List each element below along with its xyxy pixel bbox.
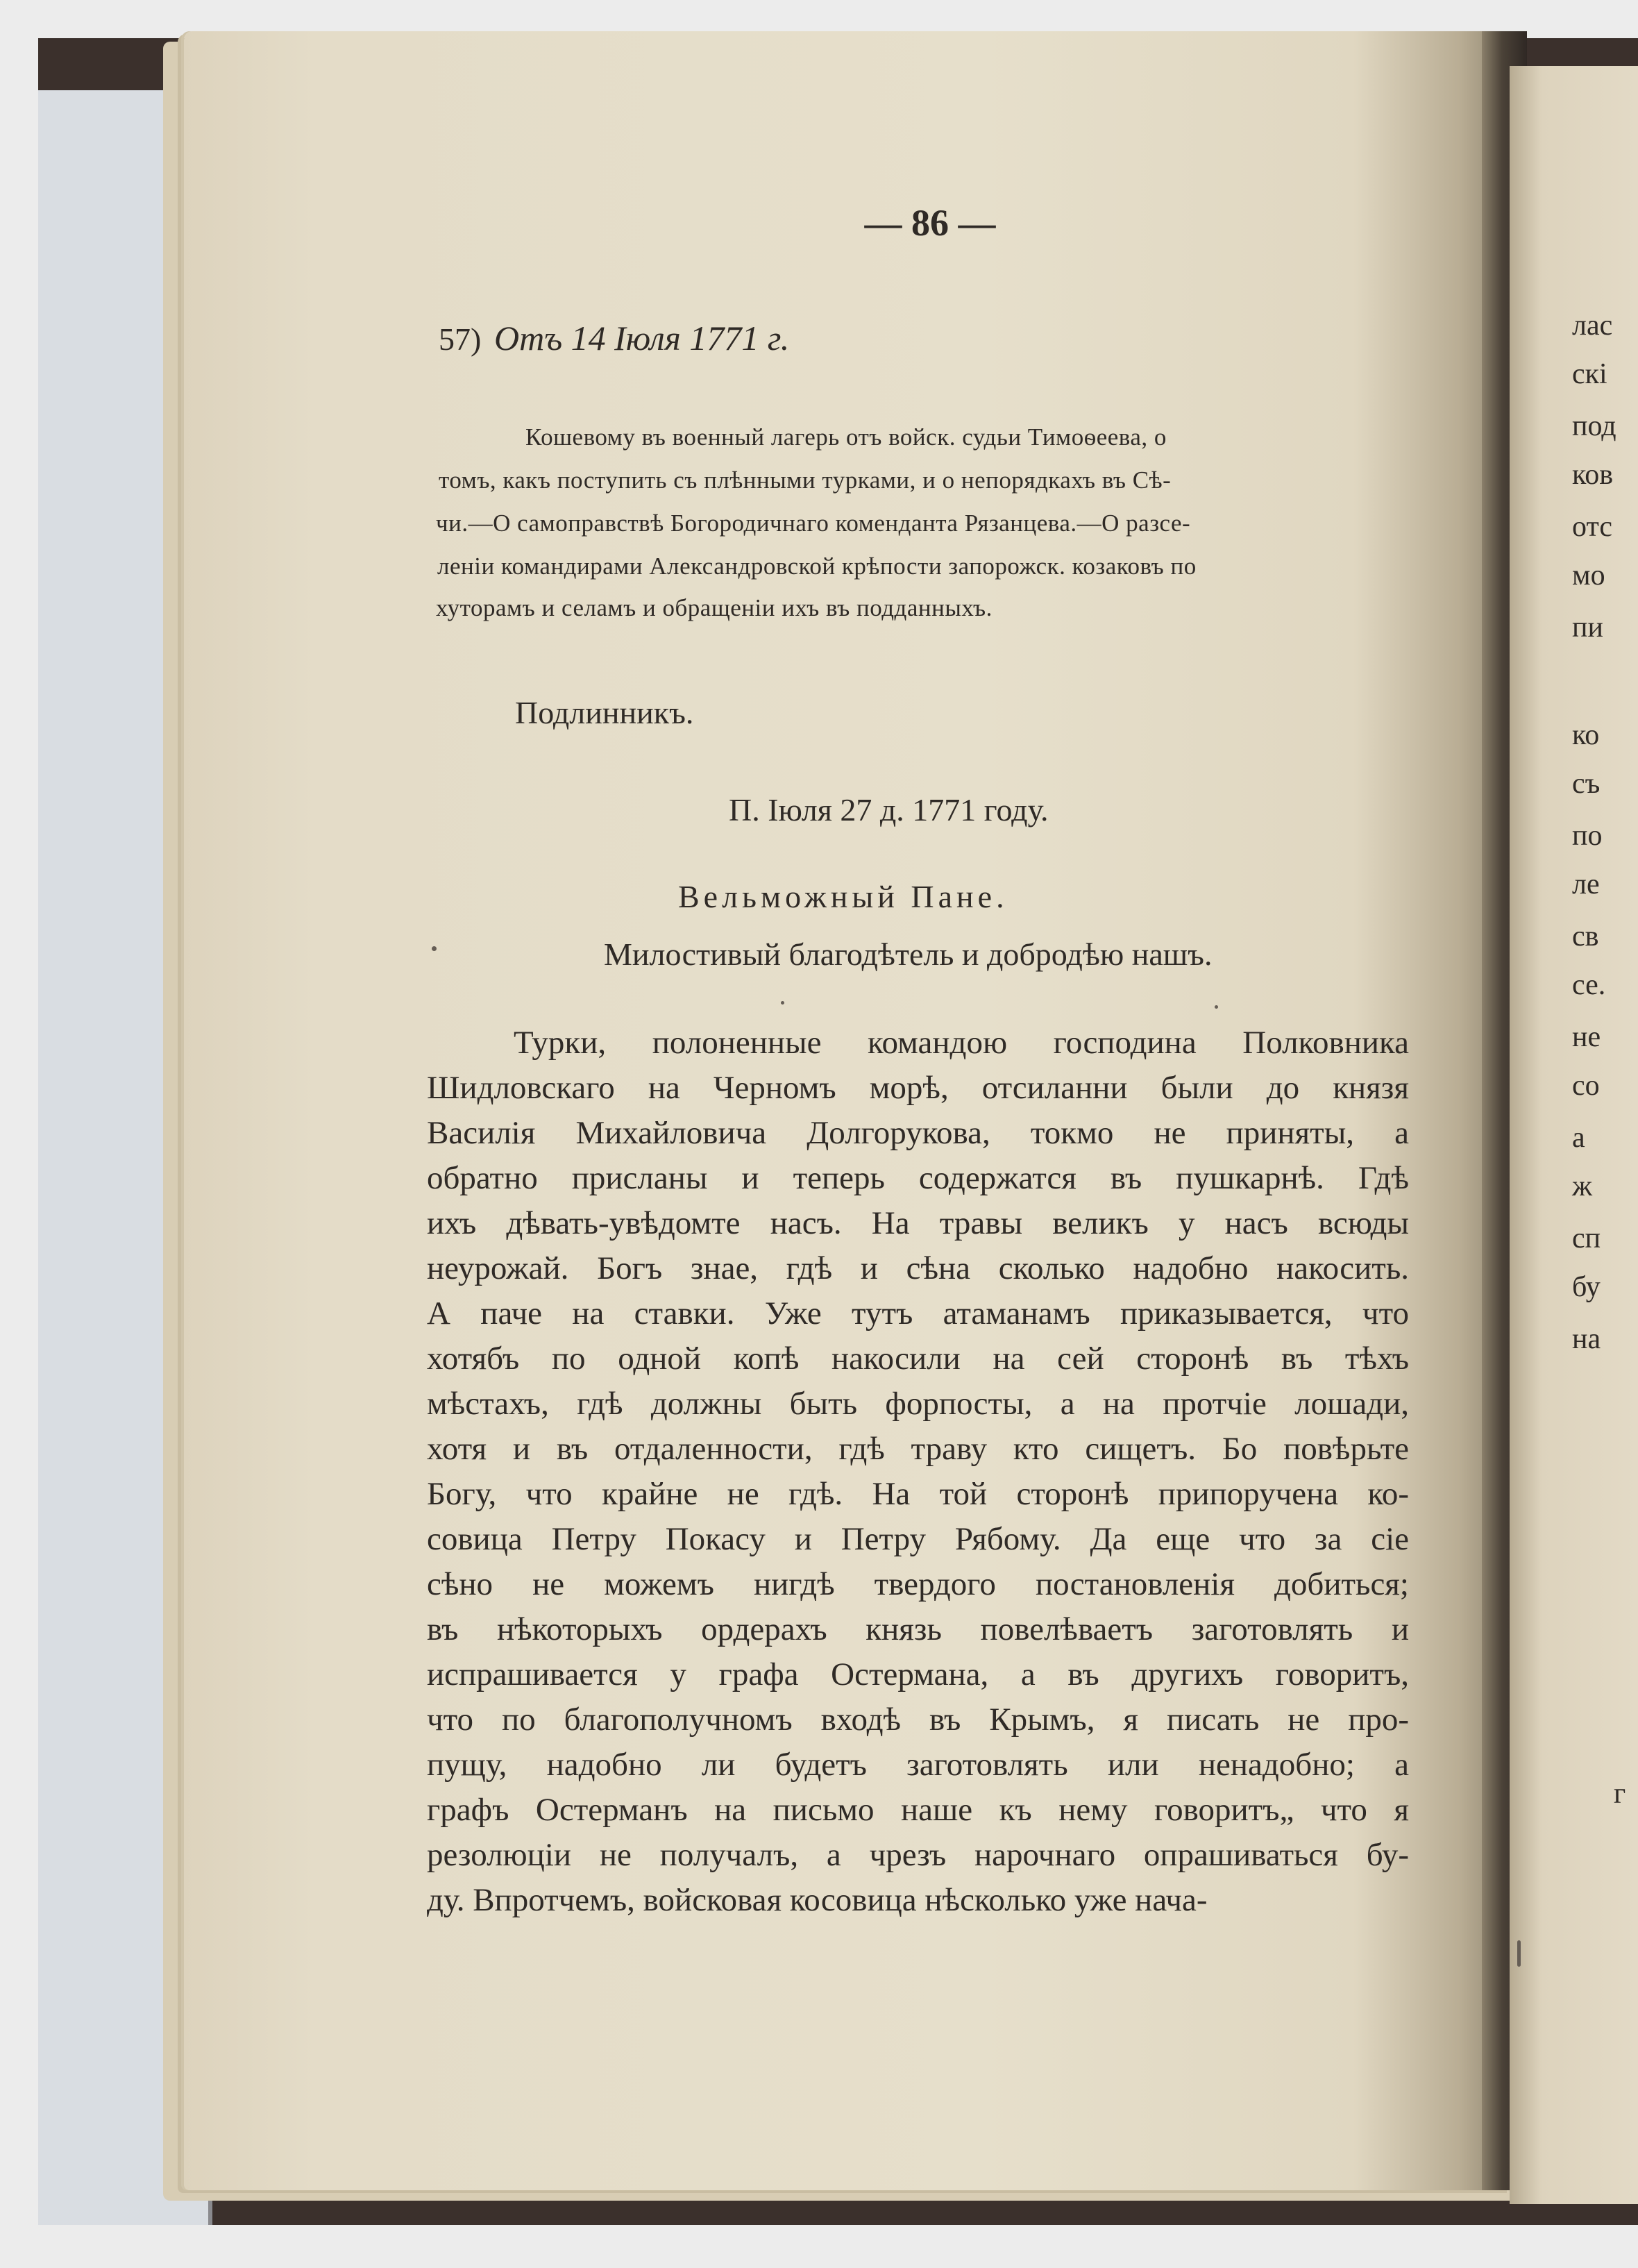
- salutation-subtitle: Милостивый благодѣтель и добродѣю нашъ.: [604, 936, 1213, 972]
- summary-line: хуторамъ и селамъ и обращеніи ихъ въ подданныхъ.: [436, 594, 993, 621]
- right-page-fragment: не: [1572, 1021, 1601, 1053]
- body-line: Турки, полоненные командою господина Полковника: [514, 1025, 1409, 1061]
- ink-dot: [781, 1001, 784, 1005]
- original-label: Подлинникъ.: [515, 695, 694, 730]
- right-page-fragment: на: [1572, 1323, 1601, 1355]
- right-page-fragment: ко: [1572, 719, 1600, 751]
- body-line: въ нѣкоторыхъ ордерахъ князь повелѣваетъ заготовлять и: [427, 1611, 1409, 1647]
- right-page-fragment: бу: [1572, 1271, 1601, 1303]
- salutation-title: Вельможный Пане.: [678, 879, 1008, 914]
- right-page-fragment: ков: [1572, 459, 1614, 491]
- right-page-fragment: ж: [1572, 1170, 1593, 1202]
- right-page-fragment: пи: [1572, 612, 1603, 644]
- right-page-fragment: ле: [1572, 868, 1600, 900]
- page-edge-mark: [1517, 1940, 1521, 1967]
- right-page-fragment: по: [1572, 820, 1603, 852]
- body-line: неурожай. Богъ знае, гдѣ и сѣна сколько надобно накосить.: [427, 1250, 1409, 1286]
- right-page-fragment: съ: [1572, 768, 1601, 800]
- ink-dot: [432, 946, 437, 951]
- summary-line: томъ, какъ поступить съ плѣнными турками, и о непорядкахъ въ Сѣ-: [439, 467, 1172, 494]
- body-line: совица Петру Покасу и Петру Рябому. Да еще что за сіе: [427, 1521, 1409, 1557]
- right-page-fragment: лас: [1572, 310, 1613, 342]
- body-line: сѣно не можемъ нигдѣ твердого постановленія добиться;: [427, 1566, 1409, 1602]
- letter-date-line: П. Іюля 27 д. 1771 году.: [729, 792, 1049, 828]
- body-line: хотябъ по одной копѣ накосили на сей сторонѣ въ тѣхъ: [427, 1341, 1409, 1377]
- summary-line: леніи командирами Александровской крѣпости запорожск. козаковъ по: [437, 553, 1197, 580]
- summary-line: чи.—О самоправствѣ Богородичнаго коменданта Рязанцева.—О разсе-: [436, 510, 1191, 537]
- body-line: хотя и въ отдаленности, гдѣ траву кто сищетъ. Бо повѣрьте: [427, 1431, 1409, 1467]
- right-page-fragment: отс: [1572, 511, 1612, 543]
- body-line: ду. Впротчемъ, войсковая косовица нѣсколько уже нача-: [427, 1882, 1208, 1918]
- body-line: А паче на ставки. Уже тутъ атаманамъ приказывается, что: [427, 1295, 1409, 1332]
- body-line: пущу, надобно ли будетъ заготовлять или ненадобно; а: [427, 1747, 1409, 1783]
- body-line: что по благополучномъ входѣ въ Крымъ, я писать не про-: [427, 1702, 1409, 1738]
- right-page-fragment: а: [1572, 1122, 1585, 1154]
- right-page-fragment: г: [1614, 1778, 1626, 1810]
- right-page-fragment: сп: [1572, 1223, 1601, 1254]
- body-line: испрашивается у графа Остермана, а въ другихъ говоритъ,: [427, 1656, 1409, 1692]
- ink-dot: [1215, 1005, 1218, 1009]
- page-number: — 86 —: [864, 202, 996, 244]
- body-line: мѣстахъ, гдѣ должны быть форпосты, а на протчіе лошади,: [427, 1386, 1409, 1422]
- body-line: графъ Остерманъ на письмо наше къ нему говоритъ„ что я: [427, 1792, 1409, 1828]
- body-line: Шидловскаго на Черномъ морѣ, отсиланни были до князя: [427, 1070, 1409, 1106]
- right-page-fragment: мо: [1572, 560, 1605, 591]
- right-page-fragment: св: [1572, 921, 1599, 952]
- summary-line: Кошевому въ военный лагерь отъ войск. судьи Тимоѳеева, о: [525, 423, 1167, 451]
- right-page-fragment: под: [1572, 410, 1616, 442]
- body-line: резолюціи не получалъ, а чрезъ нарочнаго опрашиваться бу-: [427, 1837, 1409, 1873]
- body-line: Василія Михайловича Долгорукова, токмо не приняты, а: [427, 1115, 1409, 1151]
- body-line: обратно присланы и теперь содержатся въ пушкарнѣ. Гдѣ: [427, 1160, 1409, 1196]
- body-line: ихъ дѣвать-увѣдомте насъ. На травы великъ у насъ всюды: [427, 1205, 1409, 1241]
- right-page-fragment: се.: [1572, 969, 1606, 1001]
- right-page-fragment: со: [1572, 1070, 1600, 1102]
- document-number: 57): [439, 321, 482, 357]
- right-page-fragment: скі: [1572, 358, 1607, 390]
- body-line: Богу, что крайне не гдѣ. На той сторонѣ припоручена ко-: [427, 1476, 1409, 1512]
- document-date: Отъ 14 Іюля 1771 г.: [494, 319, 790, 358]
